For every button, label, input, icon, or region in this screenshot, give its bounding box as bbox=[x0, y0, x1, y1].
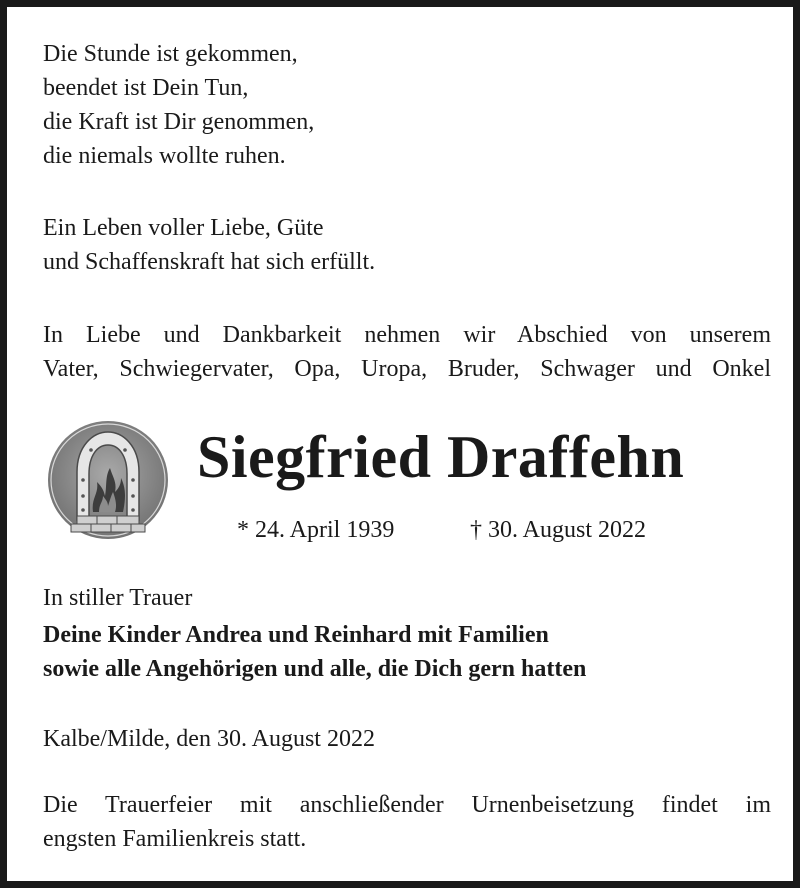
poem-verse-2 bbox=[43, 211, 375, 279]
poem-line: Die Stunde ist gekommen, bbox=[43, 41, 298, 67]
poem-line: die niemals wollte ruhen. bbox=[43, 143, 286, 169]
mourner-line: Deine Kinder Andrea und Reinhard mit Familien bbox=[43, 622, 549, 648]
poem-line: und Schaffenskraft hat sich erfüllt. bbox=[43, 249, 376, 275]
funeral-note bbox=[43, 788, 771, 856]
poem-line: Ein Leben voller Liebe, Güte bbox=[43, 215, 324, 241]
deceased-name: Siegfried Draffehn bbox=[197, 424, 685, 490]
intro-line: In Liebe und Dankbarkeit nehmen wir Abschied von unserem bbox=[43, 322, 771, 348]
intro-line: Vater, Schwiegervater, Opa, Uropa, Bruder, Schwager und Onkel bbox=[43, 356, 771, 382]
poem-verse-1 bbox=[43, 37, 314, 173]
death-date: † 30. August 2022 bbox=[470, 517, 647, 543]
birth-date: * 24. April 1939 bbox=[237, 517, 395, 543]
mourners-list bbox=[43, 618, 586, 686]
mourner-line: sowie alle Angehörigen und alle, die Dich gern hatten bbox=[43, 656, 587, 682]
horseshoe-fire-emblem-icon bbox=[47, 420, 169, 540]
note-line: Die Trauerfeier mit anschließender Urnenbeisetzung findet im bbox=[43, 792, 771, 818]
poem-line: beendet ist Dein Tun, bbox=[43, 75, 249, 101]
farewell-intro bbox=[43, 318, 771, 386]
place-date: Kalbe/Milde, den 30. August 2022 bbox=[43, 726, 375, 752]
poem-line: die Kraft ist Dir genommen, bbox=[43, 109, 315, 135]
mourning-heading: In stiller Trauer bbox=[43, 585, 193, 611]
note-line: engsten Familienkreis statt. bbox=[43, 826, 307, 852]
